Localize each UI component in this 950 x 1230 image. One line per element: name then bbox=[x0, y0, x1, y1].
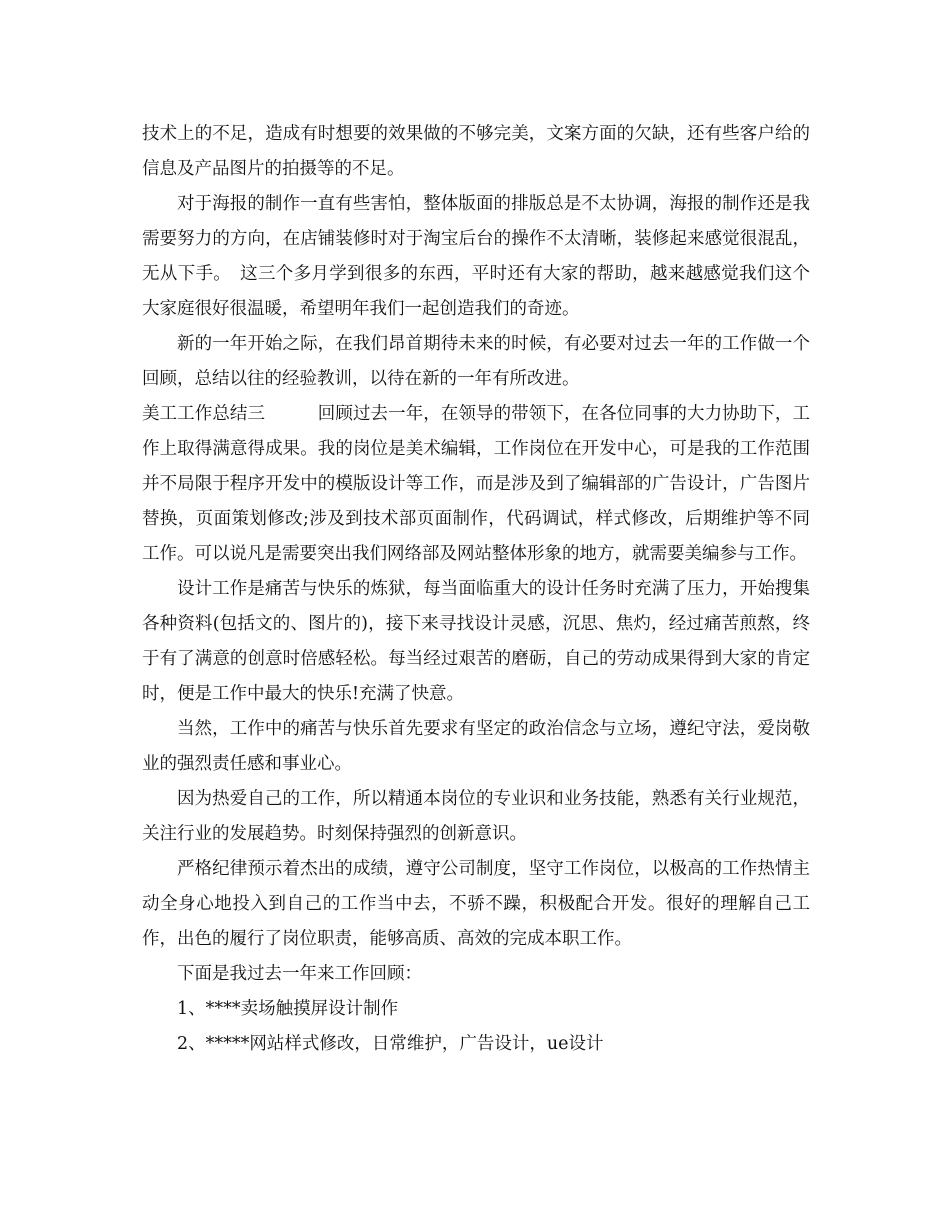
paragraph-political-belief: 当然，工作中的痛苦与快乐首先要求有坚定的政治信念与立场，遵纪守法，爱岗敬业的强烈责任感和事业心。 bbox=[142, 719, 810, 774]
list-item-website: 2、*****网站样式修改，日常维护，广告设计，ue设计 bbox=[177, 1034, 604, 1054]
paragraph-love-work: 因为热爱自己的工作，所以精通本岗位的专业识和业务技能，熟悉有关行业规范，关注行业的发展趋势。时刻保持强烈的创新意识。 bbox=[142, 789, 810, 844]
paragraph-discipline: 严格纪律预示着杰出的成绩，遵守公司制度，坚守工作岗位，以极高的工作热情主动全身心地投入到自己的工作当中去，不骄不躁，积极配合开发。很好的理解自己工作，出色的履行了岗位职责，能够高质、高效的完成本职工作。 bbox=[142, 859, 810, 949]
paragraph-poster-production: 对于海报的制作一直有些害怕，整体版面的排版总是不太协调，海报的制作还是我需要努力的方向，在店铺装修时对于淘宝后台的操作不太清晰，装修起来感觉很混乱，无从下手。 这三个多月学到很多的东西，平时还有大家的帮助，越来越感觉我们这个大家庭很好很温暖，希望明年我们一起创造我们的奇迹。 bbox=[142, 194, 810, 319]
paragraph-summary-three: 美工工作总结三 回顾过去一年，在领导的带领下，在各位同事的大力协助下，工作上取得满意得成果。我的岗位是美术编辑，工作岗位在开发中心，可是我的工作范围并不局限于程序开发中的模版设计等工作，而是涉及到了编辑部的广告设计，广告图片替换，页面策划修改;涉及到技术部页面制作，代码调试，样式修改，后期维护等不同工作。可以说凡是需要突出我们网络部及网站整体形象的地方，就需要美编参与工作。 bbox=[142, 404, 810, 564]
paragraph-design-work: 设计工作是痛苦与快乐的炼狱，每当面临重大的设计任务时充满了压力，开始搜集各种资料(包括文的、图片的)，接下来寻找设计灵感，沉思、焦灼，经过痛苦煎熬，终于有了满意的创意时倍感轻松。每当经过艰苦的磨砺，自己的劳动成果得到大家的肯定时，便是工作中最大的快乐!充满了快意。 bbox=[142, 579, 810, 704]
list-item-touchscreen: 1、****卖场触摸屏设计制作 bbox=[177, 999, 399, 1019]
paragraph-new-year: 新的一年开始之际，在我们昂首期待未来的时候，有必要对过去一年的工作做一个回顾，总结以往的经验教训，以待在新的一年有所改进。 bbox=[142, 334, 810, 389]
paragraph-continued-text: 技术上的不足，造成有时想要的效果做的不够完美，文案方面的欠缺，还有些客户给的信息及产品图片的拍摄等的不足。 bbox=[142, 124, 810, 179]
document-body bbox=[142, 117, 810, 1062]
paragraph-review-intro: 下面是我过去一年来工作回顾： bbox=[177, 964, 422, 984]
